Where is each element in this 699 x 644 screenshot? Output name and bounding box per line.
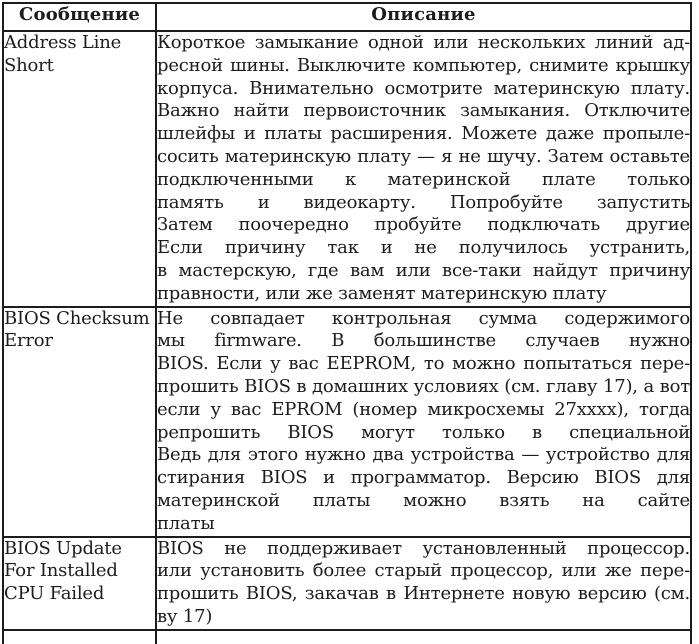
description-line: репрошить BIOS могут только в специальной [157, 421, 690, 443]
description-line: сосить материнскую плату — я не шучу. Затем оставьте [157, 145, 690, 167]
partial-row [3, 630, 691, 644]
description-line: BIOS. Если у вас EEPROM, то можно попытаться пере- [157, 353, 690, 375]
description-line: корпуса. Внимательно осмотрите материнскую плату. [157, 77, 690, 99]
description-line: прошить BIOS в домашних условиях (см. главу 17), а вот [157, 375, 690, 397]
column-header-description: Описание [156, 3, 691, 31]
table-row [3, 31, 691, 307]
description-line: Затем поочередно пробуйте подключать другие [157, 214, 690, 236]
description-line: ресной шины. Выключите компьютер, снимите крышку [157, 54, 690, 76]
message-line: Error [4, 330, 53, 352]
bios-error-table [2, 2, 692, 644]
description-line: если у вас EPROM (номер микросхемы 27xxxx), тогда [157, 398, 690, 420]
description-line: прошить BIOS, закачав в Интернете новую версию (см. [157, 583, 690, 605]
description-line: или установить более старый процессор, или же пере- [157, 560, 690, 582]
message-line: Address Line [4, 32, 122, 53]
description-cell [156, 307, 691, 537]
description-cell [156, 537, 691, 630]
description-line: Не совпадает контрольная сумма содержимого [157, 307, 690, 329]
description-line: Важно найти первоисточник замыкания. Отключите [157, 100, 690, 122]
description-line: память и видеокарту. Попробуйте запустить [157, 191, 690, 213]
description-line: ву 17) [157, 605, 213, 627]
message-line: BIOS Update [4, 537, 122, 559]
message-line: Short [4, 54, 54, 76]
table-body [3, 31, 691, 644]
description-line: Короткое замыкание одной или нескольких линий ад- [157, 32, 690, 53]
message-line: CPU Failed [4, 583, 105, 605]
column-header-message: Сообщение [3, 3, 156, 31]
description-line: правности, или же заменят материнскую плату [157, 282, 607, 304]
message-cell [3, 31, 156, 307]
description-line: Ведь для этого нужно два устройства — устройство для [157, 444, 690, 466]
description-cell [156, 31, 691, 307]
message-line: BIOS Checksum [4, 307, 150, 329]
table-row [3, 537, 691, 630]
description-line: шлейфы и платы расширения. Можете даже пропыле- [157, 123, 690, 145]
header-row [3, 3, 691, 31]
description-line: мы firmware. В большинстве случаев нужно [157, 330, 690, 352]
message-line: For Installed [4, 560, 118, 582]
description-line: подключенными к материнской плате только [157, 168, 690, 190]
message-cell [3, 307, 156, 537]
message-cell [3, 537, 156, 630]
description-line: BIOS не поддерживает установленный процессор. [157, 537, 690, 559]
table-row [3, 307, 691, 537]
description-cell [156, 630, 691, 644]
message-cell [3, 630, 156, 644]
description-line: стирания BIOS и программатор. Версию BIOS для [157, 467, 690, 489]
description-line: в мастерскую, где вам или все-таки найдут причину [157, 259, 690, 281]
description-line: материнской платы можно взять на сайте [157, 489, 690, 511]
description-line: платы [157, 512, 215, 534]
description-line: Если причину так и не получилось устранить, [157, 237, 690, 259]
